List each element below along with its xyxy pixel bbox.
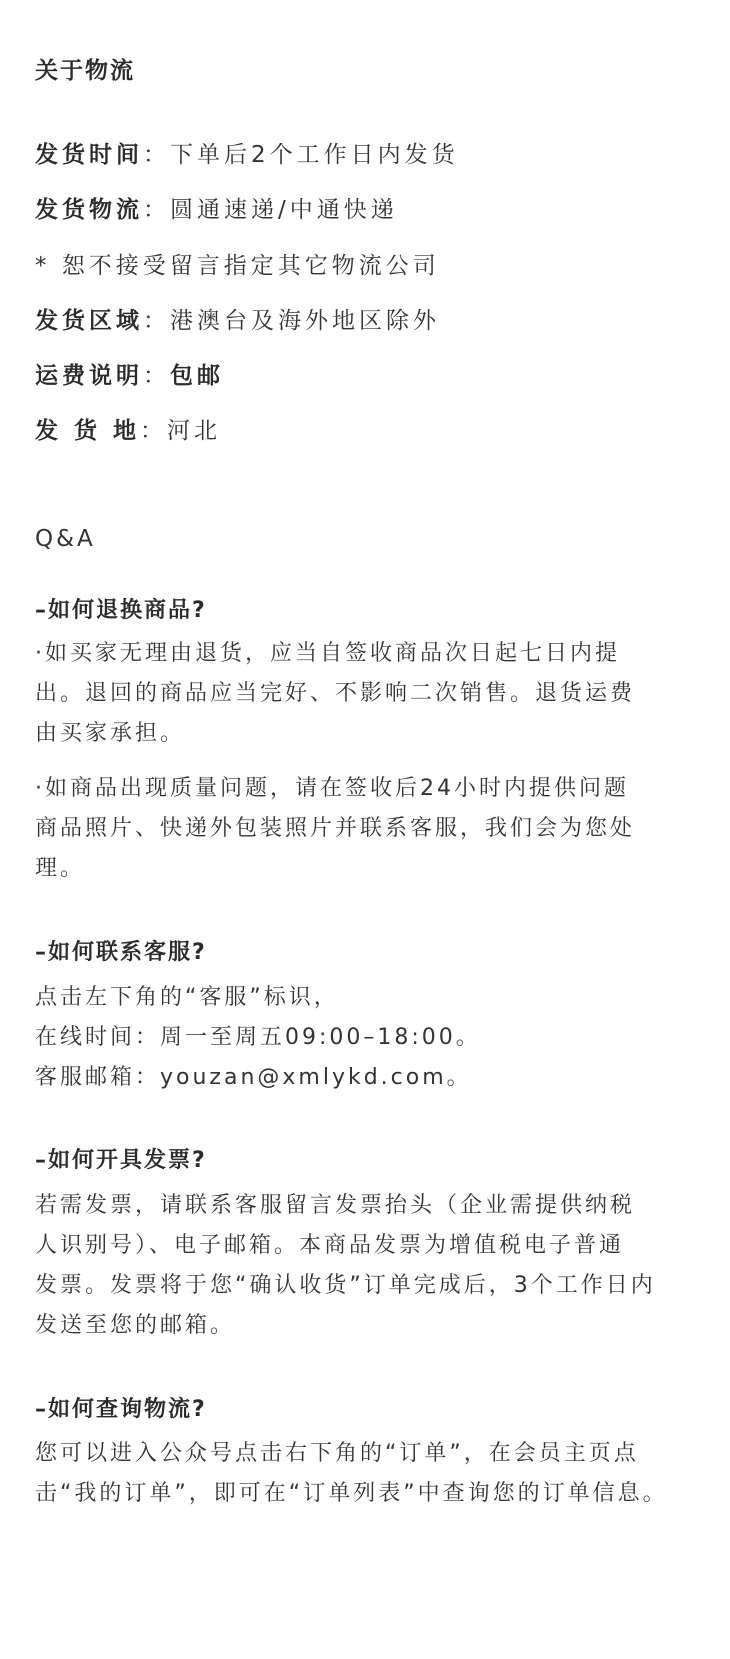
ship-region-label: 发货区域 <box>35 308 143 334</box>
ship-carrier-sep: ： <box>143 197 170 223</box>
answer-tracking <box>35 1434 668 1514</box>
answer-invoice <box>35 1186 656 1346</box>
question-invoice: –如何开具发票? <box>35 1148 207 1173</box>
answer-line: 理。 <box>35 856 86 881</box>
qa-title: Q&A <box>35 526 96 552</box>
answer-line: 出。退回的商品应当完好、不影响二次销售。退货运费 <box>35 681 636 706</box>
ship-time-label: 发货时间 <box>35 142 143 168</box>
ship-origin-value: 河北 <box>167 418 222 444</box>
ship-carrier-value: 圆通速递/中通快递 <box>170 197 398 223</box>
freight-label: 运费说明 <box>35 363 143 389</box>
answer-return-p2 <box>35 769 635 889</box>
ship-region-value: 港澳台及海外地区除外 <box>170 308 440 334</box>
question-contact: –如何联系客服? <box>35 940 207 965</box>
answer-line: 人识别号）、电子邮箱。本商品发票为增值税电子普通 <box>35 1233 625 1258</box>
answer-return-p1 <box>35 634 635 754</box>
answer-contact <box>35 978 481 1098</box>
answer-line: 客服邮箱：youzan@xmlykd.com。 <box>35 1065 472 1090</box>
ship-time-sep: ： <box>143 142 170 168</box>
answer-line: 发送至您的邮箱。 <box>35 1313 236 1338</box>
answer-line: 若需发票，请联系客服留言发票抬头（企业需提供纳税 <box>35 1193 636 1218</box>
ship-time-row <box>35 136 459 169</box>
ship-origin-sep: ： <box>140 418 168 444</box>
freight-sep: ： <box>143 363 170 389</box>
freight-value: 包邮 <box>170 363 224 389</box>
question-tracking: –如何查询物流? <box>35 1397 207 1422</box>
ship-origin-label: 发 货 地 <box>35 418 141 444</box>
freight-row <box>35 357 224 390</box>
answer-line: 击“我的订单”，即可在“订单列表”中查询您的订单信息。 <box>35 1481 668 1506</box>
answer-line: 由买家承担。 <box>35 721 186 746</box>
answer-line: ·如商品出现质量问题，请在签收后24小时内提供问题 <box>35 776 629 801</box>
question-return: –如何退换商品? <box>35 598 207 623</box>
ship-carrier-row <box>35 191 398 224</box>
ship-region-row <box>35 302 440 335</box>
ship-origin-row <box>35 412 221 445</box>
ship-carrier-label: 发货物流 <box>35 197 143 223</box>
answer-line: 您可以进入公众号点击右下角的“订单”，在会员主页点 <box>35 1441 639 1466</box>
answer-line: 在线时间：周一至周五09:00–18:00。 <box>35 1025 481 1050</box>
carrier-note: * 恕不接受留言指定其它物流公司 <box>35 253 440 279</box>
answer-line: 商品照片、快递外包装照片并联系客服，我们会为您处 <box>35 816 636 841</box>
answer-line: 点击左下角的“客服”标识， <box>35 985 339 1010</box>
answer-line: 发票。发票将于您“确认收货”订单完成后，3个工作日内 <box>35 1273 656 1298</box>
ship-time-value: 下单后2个工作日内发货 <box>170 142 459 168</box>
ship-region-sep: ： <box>143 308 170 334</box>
logistics-title: 关于物流 <box>35 58 135 84</box>
answer-line: ·如买家无理由退货，应当自签收商品次日起七日内提 <box>35 641 620 666</box>
